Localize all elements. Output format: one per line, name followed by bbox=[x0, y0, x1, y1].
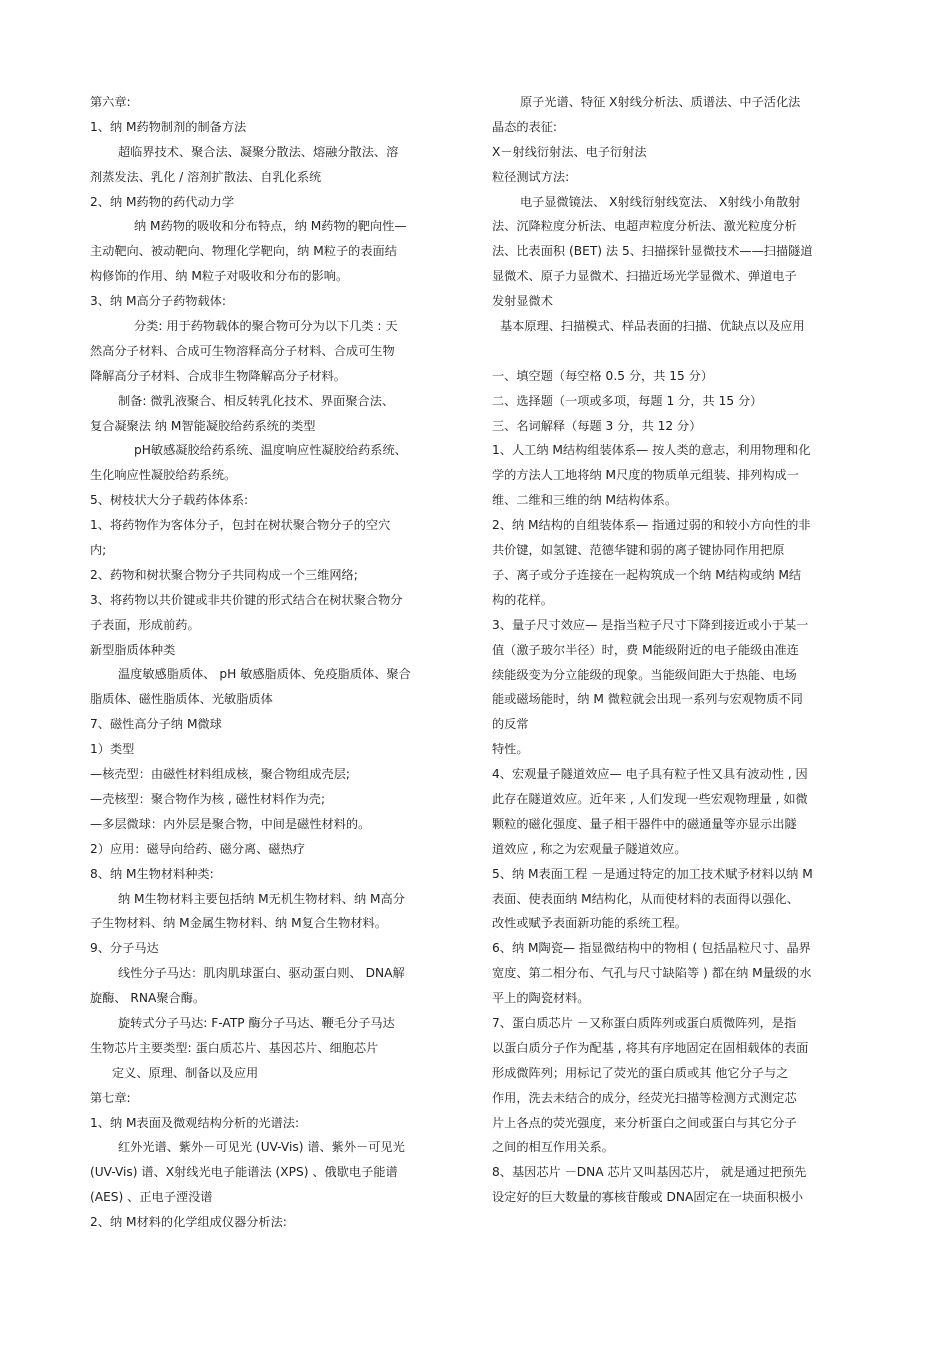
left-column-line: 5、树枝状大分子载药体体系: bbox=[90, 493, 249, 508]
right-column-line: 作用，洗去未结合的成分，经荧光扫描等检测方式测定芯 bbox=[492, 1090, 797, 1105]
right-column-line: 原子光谱、特征 X射线分析法、质谱法、中子活化法 bbox=[520, 95, 801, 109]
left-column-line: (UV-Vis) 谱、X射线光电子能谱法 (XPS) 、俄歇电子能谱 bbox=[90, 1165, 398, 1180]
right-column-line: 粒径测试方法: bbox=[492, 169, 570, 184]
left-column-line: 制备: 微乳液聚合、相反转乳化技术、界面聚合法、 bbox=[118, 393, 395, 408]
right-column-line: 显微术、原子力显微术、扫描近场光学显微术、弹道电子 bbox=[492, 269, 797, 284]
left-column-line: 构修饰的作用、纳 M粒子对吸收和分布的影响。 bbox=[90, 269, 349, 284]
right-column-line: 形成微阵列；用标记了荧光的蛋白质或其 他它分子与之 bbox=[492, 1065, 789, 1080]
left-column-line: 2、纳 M药物的药代动力学 bbox=[90, 194, 235, 209]
left-column-line: 复合凝聚法 纳 M智能凝胶给药系统的类型 bbox=[90, 418, 316, 433]
left-column-line: 生物芯片主要类型: 蛋白质芯片、基因芯片、细胞芯片 bbox=[90, 1040, 379, 1055]
left-column-line: 纳 M药物的吸收和分布特点，纳 M药物的靶向性— bbox=[134, 219, 407, 234]
right-column-line: 发射显微术 bbox=[492, 294, 553, 309]
left-column-line: 红外光谱、紫外－可见光 (UV-Vis) 谱、紫外－可见光 bbox=[118, 1140, 405, 1155]
right-column-line: X－射线衍射法、电子衍射法 bbox=[492, 144, 647, 159]
left-column-line: 1、纳 M表面及微观结构分析的光谱法: bbox=[90, 1115, 300, 1130]
right-column-line: 2、纳 M结构的自组装体系— 指通过弱的和较小方向性的非 bbox=[492, 518, 811, 533]
right-column-line: 特性。 bbox=[492, 742, 529, 757]
left-column-line: 旋转式分子马达: F-ATP 酶分子马达、鞭毛分子马达 bbox=[118, 1015, 395, 1030]
left-column-line: 温度敏感脂质体、 pH 敏感脂质体、免疫脂质体、聚合 bbox=[118, 667, 411, 682]
right-column-line: 能或磁场能时，纳 M 微粒就会出现一系列与宏观物质不同 bbox=[492, 692, 803, 707]
right-column-line: 1、人工纳 M结构组装体系— 按人类的意志，利用物理和化 bbox=[492, 443, 811, 458]
left-column-line: pH敏感凝胶给药系统、温度响应性凝胶给药系统、 bbox=[134, 443, 407, 458]
left-column-line: 1）类型 bbox=[90, 742, 135, 757]
right-column-line: 晶态的表征: bbox=[492, 119, 558, 134]
left-column-line: 剂蒸发法、乳化 / 溶剂扩散法、自乳化系统 bbox=[90, 169, 322, 184]
right-column-line: 续能级变为分立能级的现象。当能级间距大于热能、电场 bbox=[492, 667, 797, 682]
left-column-line: 2）应用：磁导向给药、磁分离、磁热疗 bbox=[90, 841, 305, 856]
left-column-line: —多层微球：内外层是聚合物，中间是磁性材料的。 bbox=[90, 816, 371, 831]
left-column-line: 7、磁性高分子纳 M微球 bbox=[90, 717, 222, 732]
right-text-column bbox=[492, 90, 872, 1210]
left-column-line: 内; bbox=[90, 543, 107, 558]
right-column-line: 子、离子或分子连接在一起构筑成一个纳 M结构或纳 M结 bbox=[492, 567, 802, 582]
left-column-line: 降解高分子材料、合成非生物降解高分子材料。 bbox=[90, 368, 346, 383]
left-column-line: 线性分子马达：肌肉肌球蛋白、驱动蛋白则、 DNA解 bbox=[118, 966, 405, 981]
left-column-line: 第七章: bbox=[90, 1090, 131, 1105]
right-column-line: 表面、使表面纳 M结构化，从而使材料的表面得以强化、 bbox=[492, 891, 799, 906]
right-column-line: 学的方法人工地将纳 M尺度的物质单元组装、排列构成一 bbox=[492, 468, 799, 483]
left-column-line: 纳 M生物材料主要包括纳 M无机生物材料、纳 M高分 bbox=[118, 891, 405, 906]
left-column-line: 3、将药物以共价键或非共价键的形式结合在树状聚合物分 bbox=[90, 592, 403, 607]
right-column-line: 7、蛋白质芯片 －又称蛋白质阵列或蛋白质微阵列，是指 bbox=[492, 1015, 797, 1030]
right-column-line: 改性或赋予表面新功能的系统工程。 bbox=[492, 916, 687, 931]
right-column-line: 宽度、第二相分布、气孔与尺寸缺陷等 ) 都在纳 M量级的水 bbox=[492, 966, 812, 981]
right-column-line: 法、比表面积 (BET) 法 5、扫描探针显微技术——扫描隧道 bbox=[492, 244, 813, 259]
right-column-line: 5、纳 M表面工程 －是通过特定的加工技术赋予材料以纳 M bbox=[492, 866, 813, 881]
right-column-line: 法、沉降粒度分析法、电超声粒度分析法、激光粒度分析 bbox=[492, 219, 797, 234]
right-column-line: 道效应 , 称之为宏观量子隧道效应。 bbox=[492, 841, 687, 856]
left-column-line: 超临界技术、聚合法、凝聚分散法、熔融分散法、溶 bbox=[118, 144, 399, 159]
right-column-line: 8、基因芯片 －DNA 芯片又叫基因芯片， 就是通过把预先 bbox=[492, 1165, 807, 1180]
left-column-line: 2、药物和树状聚合物分子共同构成一个三维网络; bbox=[90, 567, 358, 582]
left-column-line: —壳核型：聚合物作为核 , 磁性材料作为壳; bbox=[90, 791, 326, 806]
left-column-line: 子生物材料、纳 M金属生物材料、纳 M复合生物材料。 bbox=[90, 916, 387, 931]
left-column-line: 分类: 用于药物载体的聚合物可分为以下几类 : 天 bbox=[134, 319, 398, 334]
right-column-line: 三、名词解释（每题 3 分，共 12 分） bbox=[492, 418, 702, 433]
left-column-line: 脂质体、磁性脂质体、光敏脂质体 bbox=[90, 692, 273, 707]
right-column-line: 以蛋白质分子作为配基 , 将其有序地固定在固相载体的表面 bbox=[492, 1040, 809, 1055]
left-column-line: 1、将药物作为客体分子，包封在树状聚合物分子的空穴 bbox=[90, 518, 391, 533]
left-column-line: 旋酶、 RNA聚合酶。 bbox=[90, 991, 206, 1006]
left-column-line: 9、分子马达 bbox=[90, 941, 159, 956]
right-column-line: 基本原理、扫描模式、样品表面的扫描、优缺点以及应用 bbox=[500, 319, 805, 334]
left-column-line: 8、纳 M生物材料种类: bbox=[90, 866, 214, 881]
left-column-line: 新型脂质体种类 bbox=[90, 642, 176, 657]
left-column-line: 1、纳 M药物制剂的制备方法 bbox=[90, 119, 247, 134]
right-column-line: 维、二维和三维的纳 M结构体系。 bbox=[492, 493, 678, 508]
left-column-line: —核壳型：由磁性材料组成核，聚合物组成壳层; bbox=[90, 767, 351, 782]
left-column-line: 主动靶向、被动靶向、物理化学靶向，纳 M粒子的表面结 bbox=[90, 244, 397, 259]
right-column-line: 平上的陶瓷材料。 bbox=[492, 991, 590, 1006]
right-column-line: 值（激子玻尔半径）时，费 M能级附近的电子能级由准连 bbox=[492, 642, 799, 657]
right-column-line: 片上各点的荧光强度，来分析蛋白之间或蛋白与其它分子 bbox=[492, 1115, 797, 1130]
left-column-line: (AES) 、正电子湮没谱 bbox=[90, 1190, 213, 1205]
right-column-line: 3、量子尺寸效应— 是指当粒子尺寸下降到接近或小于某一 bbox=[492, 617, 809, 632]
right-column-line: 此存在隧道效应。近年来 , 人们发现一些宏观物理量 , 如微 bbox=[492, 791, 808, 806]
right-column-line: 一、填空题（每空格 0.5 分，共 15 分） bbox=[492, 368, 714, 383]
left-column-line: 3、纳 M高分子药物载体: bbox=[90, 294, 226, 309]
right-column-line: 构的花样。 bbox=[492, 592, 553, 607]
right-column-line: 二、选择题（一项或多项，每题 1 分，共 15 分） bbox=[492, 393, 763, 408]
left-text-column bbox=[90, 90, 460, 1235]
left-column-line: 然高分子材料、合成可生物溶释高分子材料、合成可生物 bbox=[90, 343, 395, 358]
right-column-line: 共价键，如氢键、范德华键和弱的离子键协同作用把原 bbox=[492, 543, 785, 558]
right-column-line: 设定好的巨大数量的寡核苷酸或 DNA固定在一块面积极小 bbox=[492, 1190, 804, 1205]
right-column-line: 的反常 bbox=[492, 717, 529, 732]
left-column-line: 生化响应性凝胶给药系统。 bbox=[90, 468, 237, 483]
right-column-line: 6、纳 M陶瓷— 指显微结构中的物相 ( 包括晶粒尺寸、晶界 bbox=[492, 941, 811, 956]
left-column-line: 子表面，形成前药。 bbox=[90, 617, 200, 632]
left-column-line: 定义、原理、制备以及应用 bbox=[112, 1065, 259, 1080]
right-column-line: 4、宏观量子隧道效应— 电子具有粒子性又具有波动性 , 因 bbox=[492, 767, 808, 782]
left-column-line: 2、纳 M材料的化学组成仪器分析法: bbox=[90, 1215, 287, 1230]
right-column-line: 电子显微镜法、 X射线衍射线宽法、 X射线小角散射 bbox=[520, 194, 801, 209]
right-column-line: 颗粒的磁化强度、量子相干器件中的磁通量等亦显示出隧 bbox=[492, 816, 797, 831]
right-column-line: 之间的相互作用关系。 bbox=[492, 1140, 614, 1155]
left-column-line: 第六章: bbox=[90, 95, 131, 109]
